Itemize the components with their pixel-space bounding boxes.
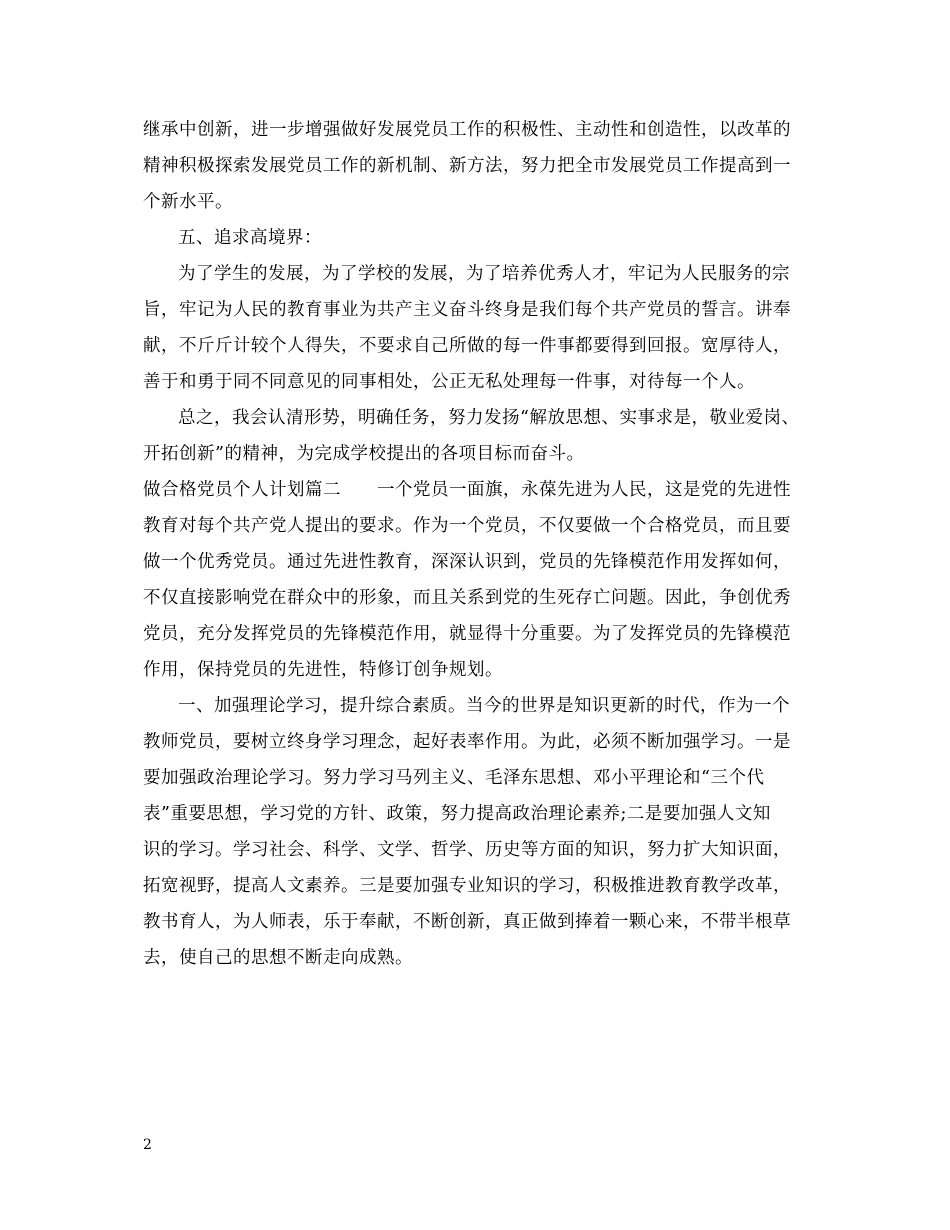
text-line: 为了学生的发展，为了学校的发展，为了培养优秀人才，牢记为人民服务的宗: [178, 264, 790, 284]
text-line: 总之，我会认清形势，明确任务，努力发扬“解放思想、实事求是，敬业爱岗、: [178, 408, 800, 428]
text-line: 精神积极探索发展党员工作的新机制、新方法，努力把全市发展党员工作提高到一: [143, 156, 791, 176]
page-number: 2: [143, 1137, 152, 1153]
text-line: 教师党员，要树立终身学习理念，起好表率作用。为此，必须不断加强学习。一是: [143, 732, 791, 752]
text-line: 善于和勇于同不同意见的同事相处，公正无私处理每一件事，对待每一个人。: [143, 372, 755, 392]
text-line: 拓宽视野，提高人文素养。三是要加强专业知识的学习，积极推进教育教学改革，: [143, 876, 791, 896]
text-line: 去，使自己的思想不断走向成熟。: [143, 948, 413, 968]
text-line: 一、加强理论学习，提升综合素质。当今的世界是知识更新的时代，作为一个: [178, 696, 790, 716]
text-line: 教育对每个共产党人提出的要求。作为一个党员，不仅要做一个合格党员，而且要: [143, 516, 791, 536]
text-line: 做合格党员个人计划篇二 一个党员一面旗，永葆先进为人民，这是党的先进性: [143, 480, 791, 500]
text-line: 表”重要思想，学习党的方针、政策，努力提高政治理论素养;二是要加强人文知: [143, 804, 771, 824]
text-line: 个新水平。: [143, 192, 233, 212]
text-line: 开拓创新”的精神，为完成学校提出的各项目标而奋斗。: [143, 444, 585, 464]
text-line: 党员，充分发挥党员的先锋模范作用，就显得十分重要。为了发挥党员的先锋模范: [143, 624, 791, 644]
section-heading: 五、追求高境界：: [178, 228, 322, 248]
text-line: 做一个优秀党员。通过先进性教育，深深认识到，党员的先锋模范作用发挥如何，: [143, 552, 791, 572]
text-line: 要加强政治理论学习。努力学习马列主义、毛泽东思想、邓小平理论和“三个代: [143, 768, 765, 788]
text-line: 旨，牢记为人民的教育事业为共产主义奋斗终身是我们每个共产党员的誓言。讲奉: [143, 300, 791, 320]
text-line: 继承中创新，进一步增强做好发展党员工作的积极性、主动性和创造性，以改革的: [143, 120, 791, 140]
text-line: 不仅直接影响党在群众中的形象，而且关系到党的生死存亡问题。因此，争创优秀: [143, 588, 791, 608]
text-line: 作用，保持党员的先进性，特修订创争规划。: [143, 660, 503, 680]
text-line: 教书育人，为人师表，乐于奉献，不断创新，真正做到捧着一颗心来，不带半根草: [143, 912, 791, 932]
text-line: 献，不斤斤计较个人得失，不要求自己所做的每一件事都要得到回报。宽厚待人，: [143, 336, 791, 356]
text-line: 识的学习。学习社会、科学、文学、哲学、历史等方面的知识，努力扩大知识面，: [143, 840, 791, 860]
